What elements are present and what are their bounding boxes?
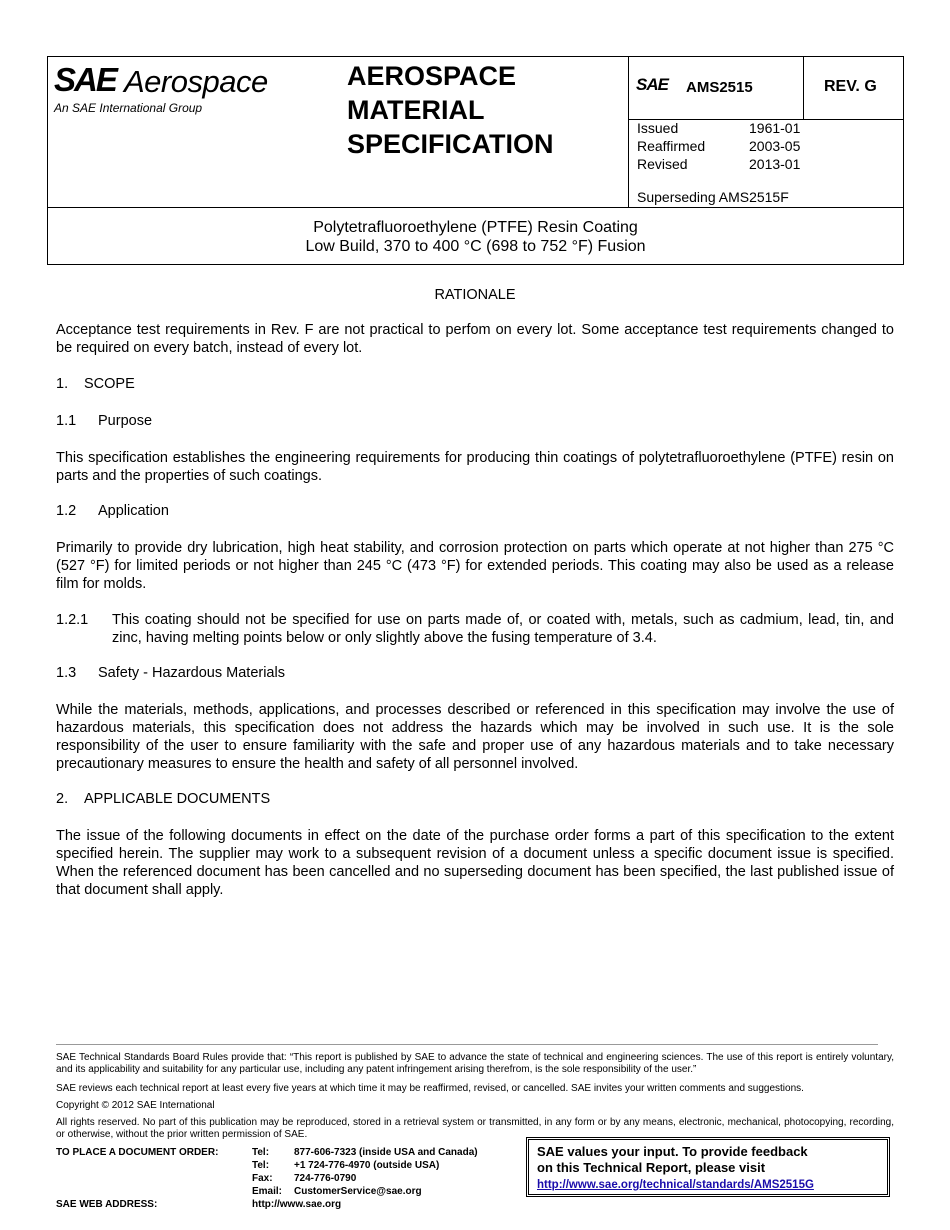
- document-subtitle: [48, 218, 903, 256]
- date-value: 2013-01: [749, 156, 801, 172]
- order-contacts: [252, 1146, 478, 1198]
- web-address[interactable]: http://www.sae.org: [252, 1199, 342, 1210]
- feedback-line: on this Technical Report, please visit: [537, 1160, 766, 1175]
- sae-mark: SAE: [636, 75, 668, 94]
- web-label: SAE WEB ADDRESS:: [56, 1199, 158, 1210]
- header-divider: [628, 57, 629, 208]
- header-divider: [803, 57, 804, 119]
- purpose-text: This specification establishes the engineering requirements for producing thin coatings of polytetrafluoroethylene (PTFE) resin on parts and the properties of such coatings.: [56, 450, 894, 484]
- spec-title-line: MATERIAL: [347, 95, 485, 125]
- date-row: [637, 119, 800, 137]
- sae-aerospace-logo: [54, 61, 304, 121]
- section-heading: [56, 665, 285, 681]
- subsection-text: This coating should not be specified for use on parts made of, or coated with, metals, such as cadmium, lead, tin, and zinc, having melting points below or only slightly above the fusing temperature of 3.4.: [112, 612, 894, 646]
- section-heading: [56, 503, 169, 519]
- section-heading: [56, 376, 135, 392]
- revision: REV. G: [824, 78, 877, 95]
- contact-row: [252, 1159, 478, 1172]
- contact-value[interactable]: +1 724-776-4970 (outside USA): [294, 1160, 440, 1171]
- contact-label: Fax:: [252, 1173, 273, 1184]
- section-number: 1.3: [56, 665, 77, 681]
- date-label: Revised: [637, 156, 688, 172]
- applicable-documents-text: The issue of the following documents in effect on the date of the purchase order forms a part of this specification to the extent specified herein. The supplier may work to a subsequent revision of a document unless a specific document issue is specified. When the referenced document has been cancelled and no superseding document has been specified, the last published issue of that document shall apply.: [56, 828, 894, 898]
- section-title: APPLICABLE DOCUMENTS: [84, 791, 271, 807]
- contact-row: [252, 1146, 478, 1159]
- contact-value[interactable]: 877-606-7323 (inside USA and Canada): [294, 1147, 478, 1158]
- contact-row: [252, 1172, 478, 1185]
- contact-label: Tel:: [252, 1160, 270, 1171]
- section-title: Purpose: [98, 413, 153, 429]
- date-label: Reaffirmed: [637, 138, 706, 154]
- section-number: 1.1: [56, 413, 77, 429]
- date-value: 1961-01: [749, 120, 801, 136]
- section-title: Application: [98, 503, 169, 519]
- section-number: 1.2: [56, 503, 77, 519]
- safety-text: While the materials, methods, applications, and processes described or referenced in this specification may involve the use of hazardous materials, this specification does not address the hazards which may be involved in such use. It is the sole responsibility of the user to ensure familiarity with the safe and proper use of any hazardous materials and to take necessary precautionary measures to ensure the health and safety of all personnel involved.: [56, 702, 894, 772]
- date-row: [637, 137, 800, 155]
- feedback-box: [526, 1137, 890, 1197]
- subsection-1-2-1: [56, 611, 894, 647]
- subtitle-line: Low Build, 370 to 400 °C (698 to 752 °F) Fusion: [305, 238, 646, 255]
- logo-brand: SAE: [54, 61, 116, 98]
- section-number: 1.: [56, 376, 69, 392]
- section-title: SCOPE: [84, 376, 135, 392]
- section-number: 1.2.1: [56, 612, 89, 628]
- rights-text: All rights reserved. No part of this publication may be reproduced, stored in a retrieval system or transmitted, in any form or by any means, electronic, mechanical, photocopying, recording, or otherwise, without the prior written permission of SAE.: [56, 1117, 894, 1140]
- contact-value[interactable]: CustomerService@sae.org: [294, 1186, 422, 1197]
- date-value: 2003-05: [749, 138, 801, 154]
- feedback-link[interactable]: http://www.sae.org/technical/standards/AMS2515G: [537, 1179, 814, 1191]
- date-row: [637, 155, 800, 173]
- rationale-heading: RATIONALE: [434, 287, 516, 303]
- header-box: [47, 56, 904, 265]
- superseding: Superseding AMS2515F: [637, 189, 789, 205]
- tsb-rules-text: SAE Technical Standards Board Rules provide that: “This report is published by SAE to advance the state of technical and engineering sciences. The use of this report is entirely voluntary, and its applicability and suitability for any particular use, including any patent infringement arising therefrom, is the sole responsibility of the user.”: [56, 1052, 894, 1075]
- contact-label: Email:: [252, 1186, 283, 1197]
- spec-title-line: AEROSPACE: [347, 61, 517, 91]
- copyright-text: Copyright © 2012 SAE International: [56, 1100, 215, 1111]
- review-text: SAE reviews each technical report at least every five years at which time it may be reaffirmed, revised, or cancelled. SAE invites your written comments and suggestions.: [56, 1083, 804, 1094]
- contact-value[interactable]: 724-776-0790: [294, 1173, 357, 1184]
- order-label: TO PLACE A DOCUMENT ORDER:: [56, 1147, 219, 1158]
- footer-rule: [56, 1044, 878, 1045]
- section-number: 2.: [56, 791, 69, 807]
- date-label: Issued: [637, 120, 679, 136]
- section-title: Safety - Hazardous Materials: [98, 665, 285, 681]
- subtitle-line: Polytetrafluoroethylene (PTFE) Resin Coating: [313, 219, 638, 236]
- logo-tagline: An SAE International Group: [54, 101, 203, 115]
- contact-label: Tel:: [252, 1147, 270, 1158]
- date-block: [637, 119, 800, 173]
- section-heading: [56, 791, 270, 807]
- logo-name: Aerospace: [124, 64, 268, 99]
- section-heading: [56, 413, 152, 429]
- spec-title: [347, 59, 554, 161]
- spec-title-line: SPECIFICATION: [347, 129, 554, 159]
- feedback-line: SAE values your input. To provide feedback: [537, 1144, 808, 1159]
- contact-row: [252, 1185, 478, 1198]
- doc-number: AMS2515: [686, 79, 753, 96]
- rationale-text: Acceptance test requirements in Rev. F are not practical to perfom on every lot. Some acceptance test requirements changed to be required on every batch, instead of every lot.: [56, 322, 894, 356]
- header-divider: [48, 207, 904, 208]
- application-text: Primarily to provide dry lubrication, high heat stability, and corrosion protection on parts which operate at not higher than 275 °C (527 °F) for limited periods or not higher than 245 °C (473 °F) for extended periods. This coating may also be used as a release film for molds.: [56, 540, 894, 592]
